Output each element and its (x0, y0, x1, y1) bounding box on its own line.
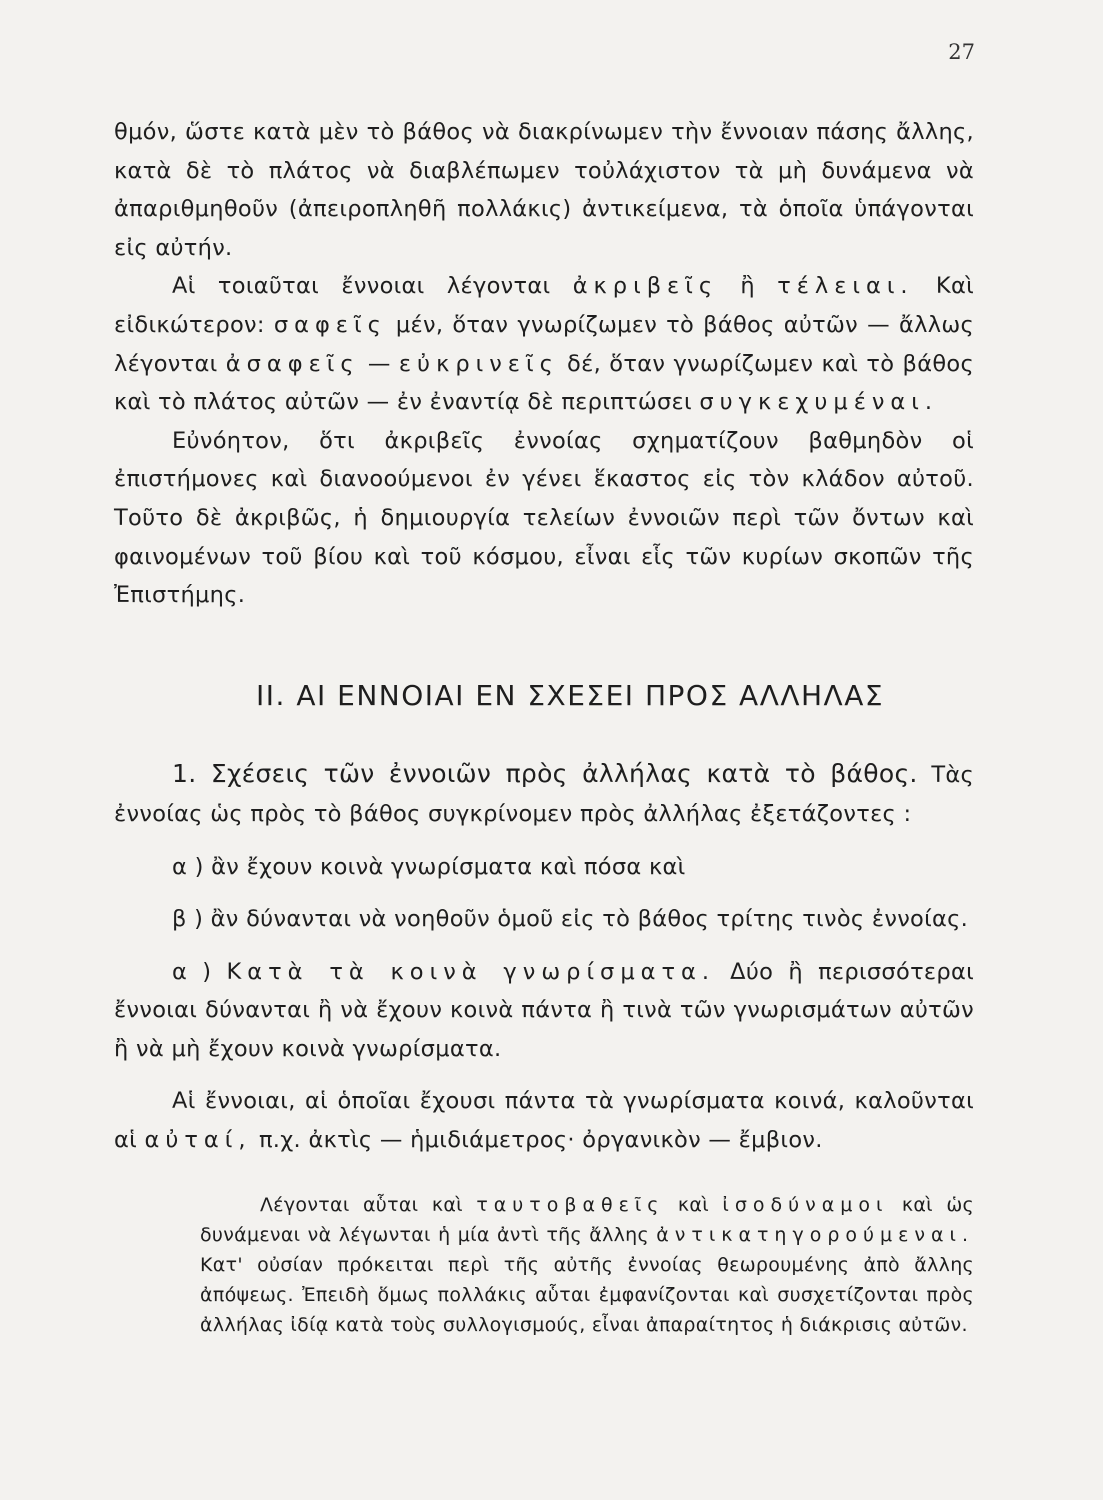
note-text-c: καὶ ὡς δυνάμεναι νὰ λέγωνται ἡ μία ἀντὶ τῆς ἄλλης (200, 1193, 974, 1246)
paragraph-1: θμόν, ὥστε κατὰ μὲν τὸ βάθος νὰ διακρίνωμεν τὴν ἔννοιαν πάσης ἄλλης, κατὰ δὲ τὸ πλάτος νὰ διαβλέπωμεν τοὐλάχιστον τὰ μὴ δυνάμενα νὰ ἀπαριθμηθοῦν (ἀπειροπληθῆ πολλάκις) ἀντικείμενα, τὰ ὁποῖα ὑπάγονται εἰς αὐτήν. (114, 119, 974, 261)
subsection-intro: Τὰς ἐννοίας ὡς πρὸς τὸ βάθος συγκρίνομεν πρὸς ἀλλήλας ἐξετάζοντες : (114, 762, 975, 827)
term-koina-gnorismata: Κατὰ τὰ κοινὰ γνωρίσματα. (226, 958, 715, 985)
p5-text-a: Αἱ ἔννοιαι, αἱ ὁποῖαι ἔχουσι πάντα τὰ γνωρίσματα κοινά, καλοῦνται αἱ (114, 1088, 974, 1154)
paragraph-3: Εὐνόητον, ὅτι ἀκριβεῖς ἐννοίας σχηματίζουν βαθμηδὸν οἱ ἐπιστήμονες καὶ διανοούμενοι ἐν γένει ἕκαστος εἰς τὸν κλάδον αὐτοῦ. Τοῦτο δὲ ἀκριβῶς, ἡ δημιουργία τελείων ἐννοιῶν περὶ τῶν ὄντων καὶ φαινομένων τοῦ βίου καὶ τοῦ κόσμου, εἶναι εἷς τῶν κυρίων σκοπῶν τῆς Ἐπιστήμης. (114, 427, 974, 609)
term-synkechymenai: συγκεχυμέναι. (699, 389, 939, 416)
p2-text-f: δέ, ὅταν γνωρίζωμεν καὶ τὸ βάθος καὶ τὸ πλάτος αὐτῶν — ἐν ἐναντίᾳ δὲ περιπτώσει (114, 350, 974, 416)
p2-text-b: ἢ (718, 273, 778, 300)
p2-text-a: Αἱ τοιαῦται ἔννοιαι λέγονται (172, 273, 573, 300)
term-antikategoroumenai: ἀντικατηγορούμεναι. (656, 1223, 974, 1246)
p5-text-b: π.χ. ἀκτὶς — ἡμιδιάμετρος· ὀργανικὸν — ἔμβιον. (251, 1127, 823, 1154)
p2-text-c: Καὶ εἰδικώτερον: (114, 273, 974, 338)
p2-text-e: — (359, 350, 399, 377)
footnote-block (114, 1190, 974, 1340)
term-teleiai: τέλειαι. (777, 273, 914, 300)
p4-label: α ) (172, 958, 227, 985)
note-paragraph (200, 1190, 974, 1340)
term-asafeis: ἀσαφεῖς (225, 350, 360, 377)
main-text (114, 113, 974, 1340)
term-autai: αὐταί, (144, 1127, 252, 1154)
p2-text-d: μέν, ὅταν γνωρίζωμεν τὸ βάθος αὐτῶν — ἄλλως λέγονται (114, 311, 974, 377)
list-item-b: β ) ἂν δύνανται νὰ νοηθοῦν ὁμοῦ εἰς τὸ βάθος τρίτης τινὸς ἐννοίας. (172, 906, 969, 933)
paragraph-4 (114, 953, 974, 1069)
term-tautobatheis: ταυτοβαθεῖς (476, 1193, 665, 1216)
paragraph-2 (114, 267, 974, 421)
term-akribeis: ἀκριβεῖς (572, 273, 719, 300)
term-eukrineis: εὐκρινεῖς (398, 350, 559, 377)
p4-text: Δύο ἢ περισσότεραι ἔννοιαι δύνανται ἢ νὰ ἔχουν κοινὰ πάντα ἢ τινὰ τῶν γνωρισμάτων αὐτῶν ἢ νὰ μὴ ἔχουν κοινὰ γνωρίσματα. (114, 958, 974, 1062)
subsection-title: 1. Σχέσεις τῶν ἐννοιῶν πρὸς ἀλλήλας κατὰ τὸ βάθος. (172, 759, 918, 789)
list-item-a: α ) ἂν ἔχουν κοινὰ γνωρίσματα καὶ πόσα καὶ (172, 853, 686, 880)
term-safeis: σαφεῖς (273, 311, 387, 338)
note-text-b: καὶ (664, 1193, 723, 1216)
paragraph-section-1 (114, 755, 974, 833)
note-text-a: Λέγονται αὗται καὶ (260, 1193, 477, 1216)
page-number: 27 (948, 40, 975, 64)
section-heading: II. ΑΙ ΕΝΝΟΙΑΙ ΕΝ ΣΧΕΣΕΙ ΠΡΟΣ ΑΛΛΗΛΑΣ (256, 678, 885, 712)
note-text-d: Κατ' οὐσίαν πρόκειται περὶ τῆς αὐτῆς ἐννοίας θεωρουμένης ἀπὸ ἄλλης ἀπόψεως. Ἐπειδὴ ὅμως πολλάκις αὗται ἐμφανίζονται καὶ συσχετίζονται πρὸς ἀλλήλας ἰδίᾳ κατὰ τοὺς συλλογισμούς, εἶναι ἀπαραίτητος ἡ διάκρισις αὐτῶν. (200, 1253, 974, 1336)
term-isodynamoi: ἰσοδύναμοι (722, 1193, 889, 1216)
paragraph-5 (114, 1082, 974, 1159)
